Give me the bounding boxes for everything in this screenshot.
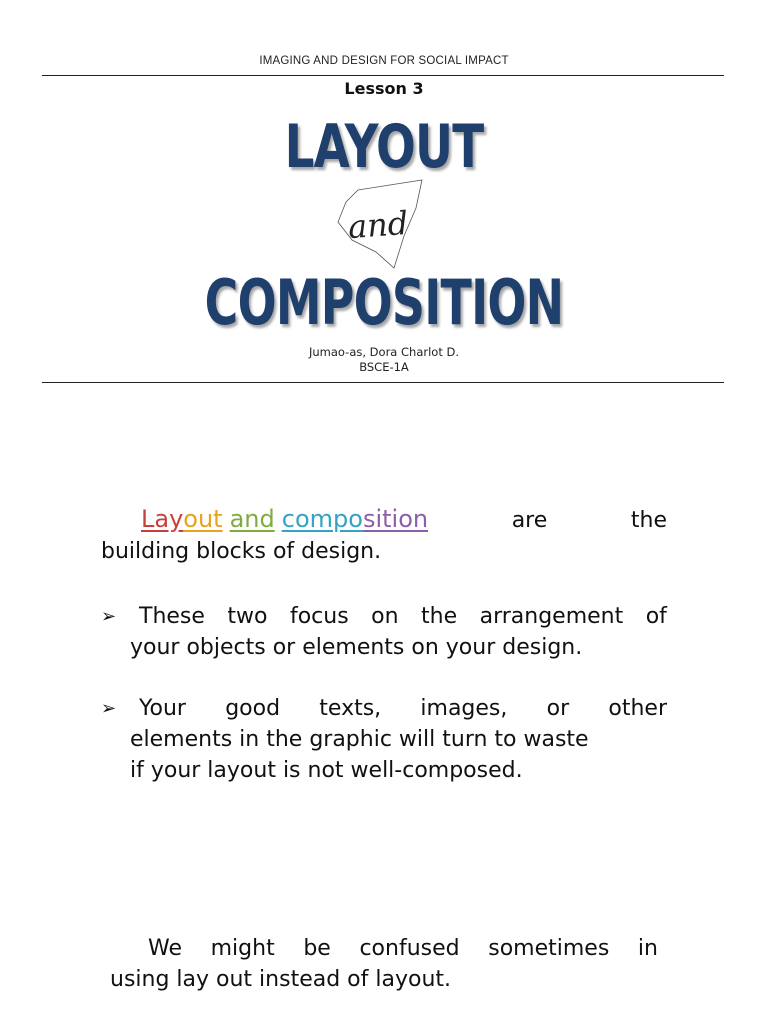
arrow-bullet-icon: ➢: [101, 606, 117, 627]
bullet-2-line-1: [101, 693, 667, 724]
closing-line-1: [110, 933, 658, 964]
word: Your: [139, 696, 186, 721]
word: good: [225, 696, 281, 721]
title-and: and: [346, 203, 410, 247]
hl-and: and: [229, 505, 275, 533]
word: two: [227, 604, 268, 629]
word: in: [637, 936, 658, 961]
word: of: [645, 604, 667, 629]
word: other: [608, 696, 667, 721]
and-decoration: [330, 178, 440, 273]
word: confused: [359, 936, 460, 961]
word: We: [148, 936, 182, 961]
word: images,: [420, 696, 508, 721]
author-name: Jumao-as, Dora Charlot D.: [309, 345, 459, 359]
bullet-1-line-2: your objects or elements on your design.: [130, 635, 583, 660]
author-section: BSCE-1A: [359, 360, 409, 374]
hl-sition: sition: [362, 505, 429, 533]
bullet-2-line-3: if your layout is not well-composed.: [130, 758, 523, 783]
word: sometimes: [488, 936, 610, 961]
course-title: IMAGING AND DESIGN FOR SOCIAL IMPACT: [259, 55, 509, 67]
title-layout: LAYOUT: [284, 112, 484, 182]
closing-line-2: using lay out instead of layout.: [110, 967, 451, 992]
hl-compo: compo: [281, 505, 363, 533]
word: might: [210, 936, 275, 961]
intro-line-1: [101, 504, 667, 536]
word-are: are: [511, 508, 548, 533]
highlighted-phrase: [141, 504, 428, 536]
closing-paragraph: [110, 933, 658, 995]
bullet-item-2: [101, 693, 667, 786]
word: focus: [289, 604, 349, 629]
title-composition: COMPOSITION: [204, 266, 564, 339]
bullet-2-line-2: elements in the graphic will turn to waste: [130, 727, 589, 752]
word: on: [371, 604, 399, 629]
word: or: [546, 696, 570, 721]
lesson-number: Lesson 3: [344, 79, 424, 98]
hl-out: out: [183, 505, 223, 533]
arrow-bullet-icon: ➢: [101, 698, 117, 719]
word: texts,: [319, 696, 382, 721]
word-the: the: [630, 508, 667, 533]
intro-paragraph: [101, 504, 667, 567]
bullet-1-line-1: [101, 601, 667, 632]
word: arrangement: [479, 604, 624, 629]
hl-lay: Lay: [141, 505, 184, 533]
word: These: [139, 604, 205, 629]
bullet-item-1: [101, 601, 667, 663]
header-top-rule: [42, 75, 724, 76]
word: the: [421, 604, 458, 629]
header-bottom-rule: [42, 382, 724, 383]
intro-line-2: building blocks of design.: [101, 539, 382, 564]
word: be: [303, 936, 331, 961]
